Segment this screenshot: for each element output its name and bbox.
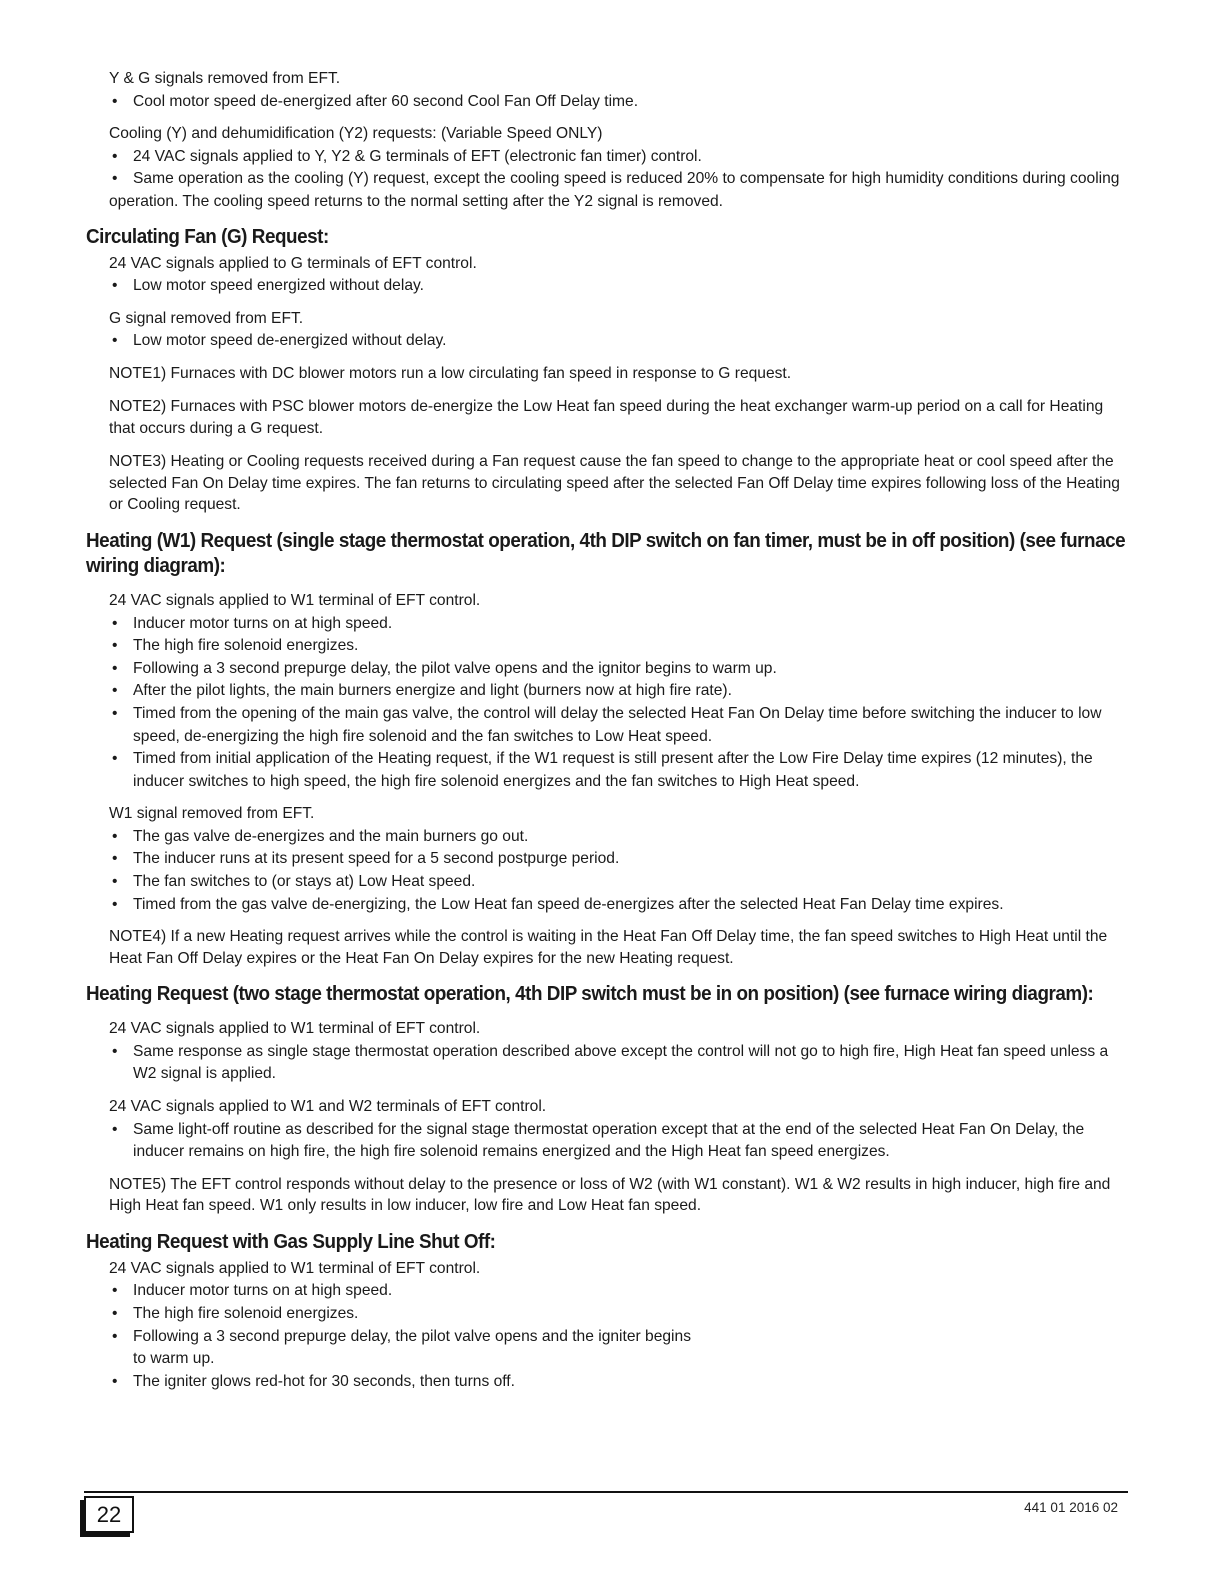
bullet-list [109,330,1130,353]
bullet-item: • The gas valve de-energizes and the main burners go out. [109,826,1130,849]
bullet-list [109,91,1130,114]
document-number: 441 01 2016 02 [1024,1500,1118,1515]
paragraph-block [109,253,1130,298]
bullet-list [109,1119,1130,1164]
paragraph-block [109,1018,1130,1086]
bullet-item: • Following a 3 second prepurge delay, the pilot valve opens and the ignitor begins to warm up. [109,658,1130,681]
page-number: 22 [96,1502,122,1527]
paragraph-lead: 24 VAC signals applied to W1 terminal of EFT control. [109,591,481,609]
bullet-item: • The inducer runs at its present speed for a 5 second postpurge period. [109,848,1130,871]
paragraph-lead: G signal removed from EFT. [109,309,304,327]
bullet-list [109,613,1130,794]
bullet-list [109,1280,1130,1393]
bullet-list [109,1041,1130,1086]
bullet-item: • Low motor speed de-energized without delay. [109,330,1130,353]
section-heading: Heating Request (two stage thermostat operation, 4th DIP switch must be in on position) (see furnace wiring diagram): [86,982,1094,1006]
paragraph-block [109,590,1130,793]
bullet-item: • Timed from the gas valve de-energizing, the Low Heat fan speed de-energizes after the selected Heat Fan Delay time expires. [109,894,1130,917]
paragraph-block [109,803,1130,916]
note-paragraph: NOTE1) Furnaces with DC blower motors run a low circulating fan speed in response to G request. [109,364,792,382]
footer-rule [84,1491,1128,1493]
paragraph-lead: 24 VAC signals applied to G terminals of EFT control. [109,254,477,272]
bullet-list [109,168,1130,213]
bullet-item: • The high fire solenoid energizes. [109,635,1130,658]
section-heading: Circulating Fan (G) Request: [86,224,329,248]
bullet-item: • 24 VAC signals applied to Y, Y2 & G terminals of EFT (electronic fan timer) control. [109,146,1130,169]
bullet-item: • Inducer motor turns on at high speed. [109,1280,1130,1303]
bullet-item: • Timed from the opening of the main gas valve, the control will delay the selected Heat Fan On Delay time before switching the inducer to low speed, de-energizing the high fire solenoid and the fan switches to Low Heat speed. [109,703,1130,748]
bullet-item: • The igniter glows red-hot for 30 seconds, then turns off. [109,1371,1130,1394]
paragraph-block [109,68,1130,113]
section-heading: Heating (W1) Request (single stage thermostat operation, 4th DIP switch on fan timer, must be in off position) (see furnace wiring diagram): [86,528,1126,577]
note-paragraph: NOTE4) If a new Heating request arrives while the control is waiting in the Heat Fan Off Delay time, the fan speed switches to High Heat until the Heat Fan Off Delay expires or the Heat Fan On Delay expires for the new Heating request. [109,928,1108,967]
bullet-item: • After the pilot lights, the main burners energize and light (burners now at high fire rate). [109,680,1130,703]
paragraph-block [109,1258,1130,1394]
bullet-item: • Same response as single stage thermostat operation described above except the control will not go to high fire, High Heat fan speed unless a W2 signal is applied. [109,1041,1130,1086]
paragraph-lead: W1 signal removed from EFT. [109,805,315,823]
bullet-list [109,146,1130,169]
bullet-item: • The high fire solenoid energizes. [109,1303,1130,1326]
bullet-item: • Timed from initial application of the Heating request, if the W1 request is still present after the Low Fire Delay time expires (12 minutes), the inducer switches to high speed, the high fire solenoid energizes and the fan switches to High Heat speed. [109,748,1130,793]
bullet-item: • Cool motor speed de-energized after 60 second Cool Fan Off Delay time. [109,91,1130,114]
note-paragraph: NOTE5) The EFT control responds without delay to the presence or loss of W2 (with W1 constant). W1 & W2 results in high inducer, high fire and High Heat fan speed. W1 only results in low inducer, low fire and Low Heat fan speed. [109,1175,1111,1215]
paragraph-lead: Cooling (Y) and dehumidification (Y2) requests: (Variable Speed ONLY) [109,125,603,143]
paragraph-lead: 24 VAC signals applied to W1 terminal of EFT control. [109,1020,481,1038]
bullet-list [109,275,1130,298]
bullet-item: • Low motor speed energized without delay. [109,275,1130,298]
bullet-item: • Same light-off routine as described for the signal stage thermostat operation except that at the end of the selected Heat Fan On Delay, the inducer remains on high fire, the high fire solenoid remains energized and the High Heat fan speed energizes. [109,1119,1130,1164]
paragraph-lead: 24 VAC signals applied to W1 terminal of EFT control. [109,1259,481,1277]
paragraph-block [109,1096,1130,1164]
note-paragraph: NOTE2) Furnaces with PSC blower motors de-energize the Low Heat fan speed during the heat exchanger warm-up period on a call for Heating that occurs during a G request. [109,398,1104,437]
paragraph-block [109,123,1130,213]
note-paragraph: NOTE3) Heating or Cooling requests received during a Fan request cause the fan speed to change to the appropriate heat or cool speed after the selected Fan On Delay time expires. The fan returns to circulating speed after the selected Fan Off Delay time expires following loss of the Heating or Cooling request. [109,453,1120,514]
paragraph-lead: Y & G signals removed from EFT. [109,70,341,87]
bullet-item: • Following a 3 second prepurge delay, the pilot valve opens and the igniter begins to warm up. [109,1326,693,1371]
section-heading: Heating Request with Gas Supply Line Shut Off: [86,1229,496,1253]
document-body [86,68,1130,1403]
paragraph-lead: 24 VAC signals applied to W1 and W2 terminals of EFT control. [109,1098,547,1116]
bullet-item: • Same operation as the cooling (Y) request, except the cooling speed is reduced 20% to compensate for high humidity conditions during cooling operation. The cooling speed returns to the normal setting after the Y2 signal is removed. [109,168,1130,213]
bullet-list [109,826,1130,916]
bullet-item: • Inducer motor turns on at high speed. [109,613,1130,636]
bullet-item: • The fan switches to (or stays at) Low Heat speed. [109,871,1130,894]
page-number-box [84,1496,134,1533]
paragraph-block [109,308,1130,353]
